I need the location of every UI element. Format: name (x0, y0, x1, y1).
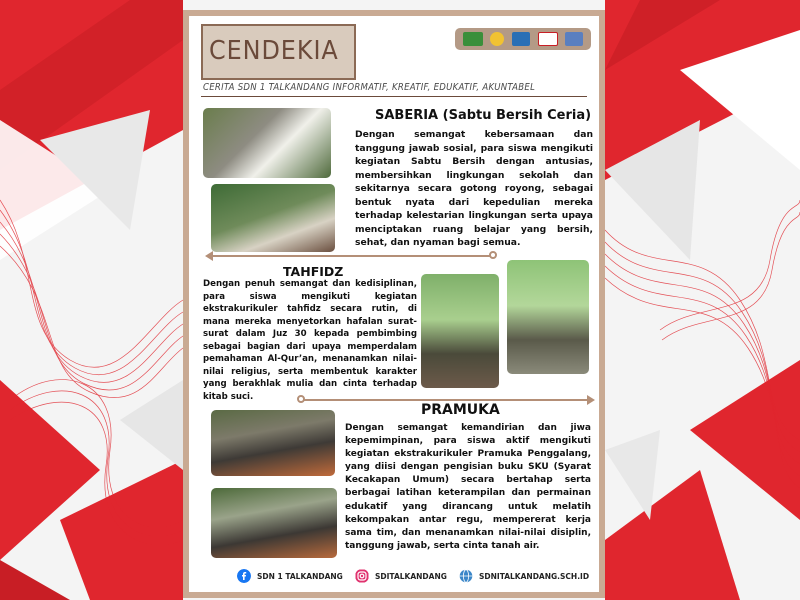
saberia-heading: SABERIA (Sabtu Bersih Ceria) (375, 108, 592, 123)
facebook-handle: SDN 1 TALKANDANG (257, 571, 343, 581)
footer-instagram[interactable] (355, 569, 447, 583)
partner-logos (455, 28, 591, 50)
footer-website[interactable] (459, 569, 589, 583)
newsletter-page (183, 10, 605, 598)
masthead (201, 24, 356, 80)
pramuka-photo-1 (211, 410, 335, 476)
pramuka-body: Dengan semangat kemandirian dan jiwa kepemimpinan, para siswa aktif mengikuti kegiatan ekstrakurikuler Pramuka Penggalang, yang diisi dengan pengisian buku SKU (Syarat Kecakapan Umum) secara bertahap serta berbagai latihan keterampilan dan permainan edukatif yang dirancang untuk melatih kekompakan antar regu, mempererat kerja sama tim, dan menanamkan nilai-nilai disiplin, tanggung jawab, serta cinta tanah air. (345, 423, 591, 551)
tahfidz-arrow-dot (297, 395, 305, 403)
education-emblem-logo (490, 32, 504, 46)
pramuka-photo-2 (211, 488, 337, 558)
regional-logo (565, 32, 583, 46)
tahfidz-arrow-line (303, 399, 589, 401)
tahfidz-body: Dengan penuh semangat dan kedisiplinan, para siswa mengikuti kegiatan ekstrakurikuler tahfidz secara rutin, di mana mereka menyetorkan hafalan surat-surat dalam Juz 30 kepada pembimbing sebagai bagian dari upaya memperdalam pemahaman Al-Qur’an, menanamkan nilai-nilai religius, serta membentuk karakter yang berakhlak mulia dan cinta terhadap kitab suci. (203, 279, 417, 402)
saberia-arrow-dot (489, 251, 497, 259)
saberia-arrow-line (211, 255, 491, 257)
saberia-body: Dengan semangat kebersamaan dan tanggung jawab sosial, para siswa mengikuti kegiatan Sabtu Bersih dengan antusias, membersihkan lingkungan sekolah dan sekitarnya secara gotong royong, sebagai bentuk nyata dari kepedulian mereka terhadap kelestarian lingkungan serta upaya menciptakan ruang belajar yang bersih, sehat, dan nyaman bagi semua. (355, 129, 593, 248)
pramuka-heading: PRAMUKA (421, 402, 500, 418)
footer-facebook[interactable] (237, 569, 343, 583)
tahfidz-photo-1 (421, 274, 499, 388)
school-logo (463, 32, 483, 46)
facebook-icon (237, 569, 251, 583)
saberia-photo-2 (211, 184, 335, 252)
newsletter-subtitle: CERITA SDN 1 TALKANDANG INFORMATIF, KREATIF, EDUKATIF, AKUNTABEL (203, 82, 536, 93)
saberia-arrow-head (205, 251, 213, 261)
tahfidz-photo-2 (507, 260, 589, 374)
saberia-photo-1 (203, 108, 331, 178)
merdeka-belajar-logo (538, 32, 558, 46)
instagram-icon (355, 569, 369, 583)
tahfidz-heading: TAHFIDZ (283, 264, 344, 279)
tahfidz-arrow-head (587, 395, 595, 405)
website-url: SDNITALKANDANG.SCH.ID (479, 571, 590, 581)
newsletter-title: CENDEKIA (209, 36, 339, 66)
subtitle-divider (201, 96, 587, 97)
globe-icon (459, 569, 473, 583)
instagram-handle: SDITALKANDANG (375, 571, 447, 581)
ministry-logo (512, 32, 530, 46)
